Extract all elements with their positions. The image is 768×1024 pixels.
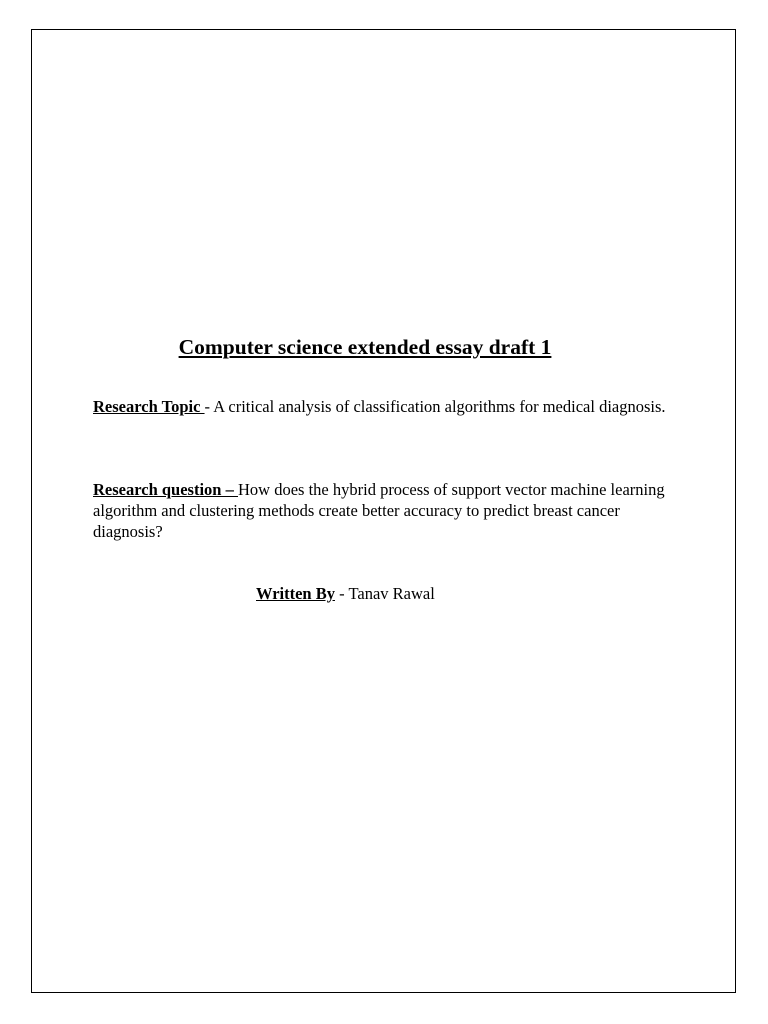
research-question-text: How does the hybrid process of support vector machine learning algorithm and clustering methods create better accuracy to predict breast cancer diagnosis? xyxy=(93,480,665,541)
research-topic-separator: - xyxy=(204,397,214,416)
research-topic-text: A critical analysis of classification algorithms for medical diagnosis. xyxy=(213,397,666,416)
author-separator: - xyxy=(334,584,349,603)
author-label: Written By xyxy=(256,584,335,603)
research-question-label: Research question – xyxy=(93,480,238,499)
author-name: Tanav Rawal xyxy=(348,584,435,603)
document-title: Computer science extended essay draft 1 xyxy=(178,335,552,359)
author-line xyxy=(256,583,656,604)
research-question-paragraph xyxy=(93,479,673,542)
research-topic-label: Research Topic xyxy=(93,397,205,416)
research-topic-paragraph xyxy=(93,396,673,417)
